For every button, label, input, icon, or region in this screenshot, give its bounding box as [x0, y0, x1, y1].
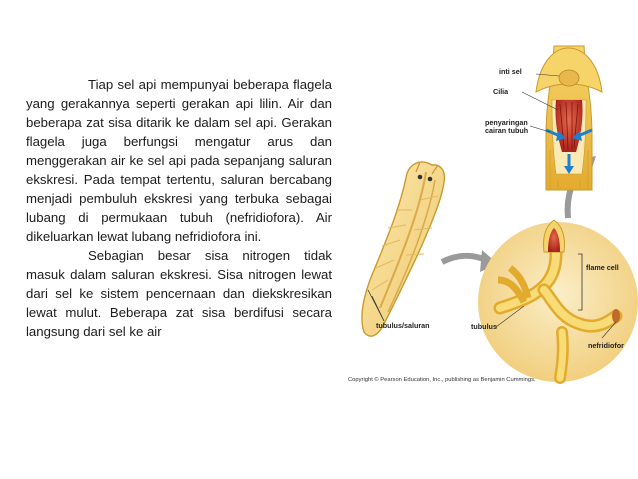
label-penyaringan-line2: cairan tubuh [485, 126, 529, 135]
worm-eye-right-icon [428, 177, 433, 182]
flame-cell-diagram [340, 40, 638, 400]
cell-nucleus [559, 70, 579, 86]
paragraph-nitrogen-waste: Sebagian besar sisa nitrogen tidak masuk dalam saluran ekskresi. Sisa nitrogen lewat dari sel ke sistem pencernaan dan diekskresikan lewat mulut. Beberapa zat sisa berdifusi secara langsung dari sel ke air [26, 248, 332, 339]
copyright-notice: Copyright © Pearson Education, Inc., publishing as Benjamin Cummings. [348, 377, 536, 383]
label-inti-sel: inti sel [499, 67, 522, 76]
label-flame-cell: flame cell [586, 263, 619, 272]
zoom-arrow-icon [442, 256, 486, 262]
planarian-worm [362, 162, 444, 336]
label-tubulus: tubulus [471, 322, 497, 331]
label-cilia: Cilia [493, 87, 509, 96]
label-nefridiofor: nefridiofor [588, 341, 624, 350]
flame-cell-detail [522, 46, 602, 190]
nephridiopore-opening [612, 309, 620, 323]
label-penyaringan-line1: penyaringan [485, 118, 528, 127]
label-tubulus-saluran: tubulus/saluran [376, 321, 430, 330]
worm-eye-left-icon [418, 175, 423, 180]
body-text [26, 75, 332, 341]
paragraph-flame-cells: Tiap sel api mempunyai beberapa flagela yang gerakannya seperti gerakan api lilin. Air dan beberapa zat sisa ditarik ke dalam sel api. Gerakan flagela juga berfungsi mengatur arus dan menggerakan air ke sel api pada sepanjang saluran ekskresi. Pada tempat tertentu, saluran bercabang menjadi pembuluh ekskresi yang terbuka sebagai lubang di permukaan tubuh (nefridiofora). Air dikeluarkan lewat lubang nefridiofora ini. [26, 77, 332, 244]
